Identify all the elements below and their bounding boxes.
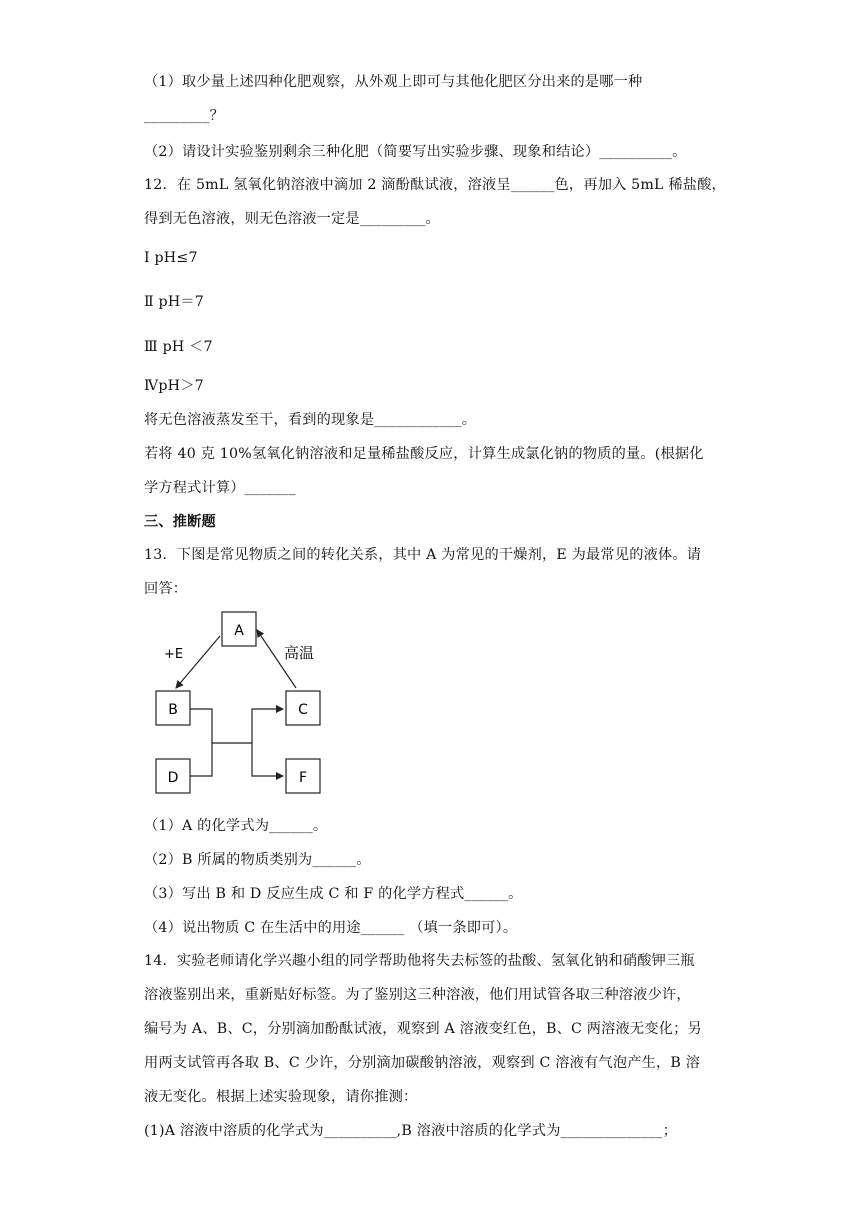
q11-part1-line1: （1）取少量上述四种化肥观察，从外观上即可与其他化肥区分出来的是哪一种: [144, 74, 643, 90]
q14-line4: 用两支试管再各取 B、C 少许，分别滴加碳酸钠溶液，观察到 C 溶液有气泡产生，B 溶: [144, 1055, 701, 1071]
arrow-to-f: [252, 743, 283, 776]
arrow-to-c: [252, 709, 283, 743]
q12-option-4: ⅣpH＞7: [144, 378, 204, 394]
section-title: 三、推断题: [144, 514, 216, 530]
q11-part1-line2: _________？: [144, 108, 225, 124]
q14-line3: 编号为 A、B、C，分别滴加酚酞试液，观察到 A 溶液变红色，B、C 两溶液无变化；另: [144, 1021, 702, 1037]
q14-line1: 14．实验老师请化学兴趣小组的同学帮助他将失去标签的盐酸、氢氧化钠和硝酸钾三瓶: [144, 953, 695, 969]
q13-line2: 回答：: [144, 581, 188, 597]
q12-option-1: Ⅰ pH≤7: [144, 250, 198, 266]
connector-b: [190, 709, 212, 776]
q13-sub1: （1）A 的化学式为______。: [144, 818, 328, 834]
q12-line2: 得到无色溶液，则无色溶液一定是_________。: [144, 211, 440, 227]
label-high-temp: 高温: [284, 644, 315, 662]
label-b: B: [168, 702, 178, 718]
q14-line5: 液无变化。根据上述实验现象，请你推测：: [144, 1089, 418, 1105]
q12-option-2: Ⅱ pH＝7: [144, 294, 205, 310]
conversion-diagram: [144, 606, 344, 806]
q14-line2: 溶液鉴别出来，重新贴好标签。为了鉴别这三种溶液，他们用试管各取三种溶液少许，: [144, 987, 691, 1003]
q13-sub4: （4）说出物质 C 在生活中的用途______ （填一条即可）。: [144, 920, 518, 936]
q12-option-3: Ⅲ pH ＜7: [144, 339, 213, 355]
q12-line4: 若将 40 克 10%氢氧化钠溶液和足量稀盐酸反应，计算生成氯化钠的物质的量。(根据化: [144, 446, 704, 462]
label-f: F: [298, 770, 308, 786]
q12-line5: 学方程式计算）_______: [144, 480, 296, 496]
q12-line1: 12．在 5mL 氢氧化钠溶液中滴加 2 滴酚酞试液，溶液呈______色，再加入 5mL 稀盐酸，: [144, 177, 726, 193]
arrow-a-to-b: [176, 636, 220, 688]
label-d: D: [167, 770, 179, 786]
label-plus-e: +E: [164, 647, 184, 662]
q13-sub3: （3）写出 B 和 D 反应生成 C 和 F 的化学方程式______。: [144, 886, 523, 902]
q13-sub2: （2）B 所属的物质类别为______。: [144, 852, 371, 868]
q14-line6: (1)A 溶液中溶质的化学式为__________,B 溶液中溶质的化学式为______________；: [144, 1123, 678, 1139]
q13-line1: 13．下图是常见物质之间的转化关系，其中 A 为常见的干燥剂，E 为最常见的液体。请: [144, 547, 702, 563]
label-a: A: [234, 623, 244, 639]
label-c: C: [298, 702, 308, 718]
q11-part2: （2）请设计实验鉴别剩余三种化肥（简要写出实验步骤、现象和结论）__________。: [144, 144, 687, 160]
q12-line3: 将无色溶液蒸发至干，看到的现象是____________。: [144, 412, 477, 428]
